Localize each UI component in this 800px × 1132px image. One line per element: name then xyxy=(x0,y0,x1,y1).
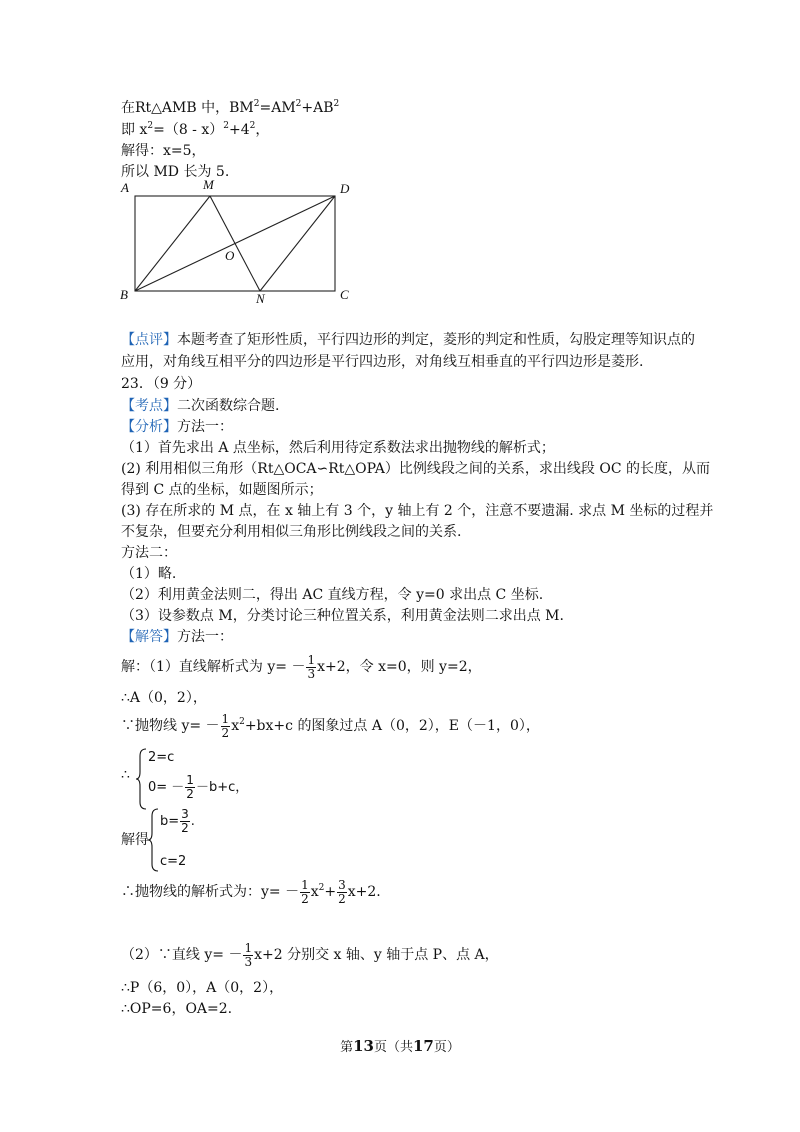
text-line: （3）设参数点 M，分类讨论三种位置关系，利用黄金法则二求出点 M. xyxy=(121,608,564,624)
jieda-tag: 【解答】 xyxy=(121,629,177,645)
equation-2: 0= － $\frac{1}{2}$ －b+c， xyxy=(148,773,249,801)
left-brace xyxy=(136,748,148,810)
text-line: 所以 MD 长为 5. xyxy=(121,164,230,180)
diagonal-bd xyxy=(135,196,335,291)
total-pages: 17 xyxy=(413,1037,434,1055)
fenxi-line: 【分析】方法一： xyxy=(121,419,233,435)
fraction: $\frac{1}{3}$ xyxy=(307,652,316,681)
label-c: C xyxy=(340,287,349,302)
fraction: $\frac{1}{3}$ xyxy=(244,940,253,969)
left-brace xyxy=(148,808,160,872)
label-a: A xyxy=(121,180,129,195)
kaodian-line: 【考点】二次函数综合题. xyxy=(121,398,280,414)
text-line: 不复杂，但要充分利用相似三角形比例线段之间的关系. xyxy=(121,524,462,540)
fenxi-tag: 【分析】 xyxy=(121,419,177,435)
question-number: 23．（9 分） xyxy=(121,376,202,392)
label-o: O xyxy=(225,248,235,263)
text-line: 解得 xyxy=(121,832,149,848)
text-line: 即 $x^2=(8 - x)^2+4^2$， xyxy=(121,121,270,138)
label-m: M xyxy=(203,178,214,192)
label-n: N xyxy=(256,291,265,306)
math-line: ∴抛物线的解析式为：y= － $\frac{1}{2}$ $x^2+$ $\frac{3}{2}$ x+2. xyxy=(121,877,381,906)
label-d: D xyxy=(340,181,350,196)
therefore-symbol: ∴ xyxy=(121,767,130,783)
text-line: 在Rt△AMB 中，$BM^2=AM^2+AB^2$ xyxy=(121,99,340,116)
fraction: $\frac{3}{2}$ xyxy=(181,807,189,835)
text-line: ∴A（0，2）， xyxy=(121,690,207,706)
text-line: 解得：x=5， xyxy=(121,143,206,159)
segment-bm xyxy=(135,196,210,291)
label-b: B xyxy=(120,287,128,302)
solution-c: c=2 xyxy=(160,854,187,869)
text-line: (3) 存在所求的 M 点，在 x 轴上有 3 个，y 轴上有 2 个，注意不要遗漏. 求点 M 坐标的过程并 xyxy=(121,503,714,519)
page-footer: 第13页（共17页） xyxy=(340,1037,460,1055)
comment-tag: 【点评】 xyxy=(121,332,177,348)
fraction: $\frac{1}{2}$ xyxy=(301,877,309,906)
text-line: ∴P（6，0），A（0，2）， xyxy=(121,980,284,996)
fraction: $\frac{1}{2}$ xyxy=(221,711,230,740)
text-line: 方法二： xyxy=(121,545,177,561)
kaodian-tag: 【考点】 xyxy=(121,398,177,414)
text-line: 得到 C 点的坐标，如题图所示； xyxy=(121,482,323,498)
fraction: $\frac{3}{2}$ xyxy=(338,877,346,906)
text-line: （1）首先求出 A 点坐标，然后利用待定系数法求出抛物线的解析式； xyxy=(121,440,555,456)
text-line: 应用，对角线互相平分的四边形是平行四边形，对角线互相垂直的平行四边形是菱形. xyxy=(121,354,644,370)
page-number: 13 xyxy=(353,1037,374,1055)
equation-1: 2=c xyxy=(148,750,175,765)
geometry-figure xyxy=(118,178,358,310)
text-line: (2) 利用相似三角形（Rt△OCA∽Rt△OPA）比例线段之间的关系，求出线段 OC 的长度，从而 xyxy=(121,461,710,477)
math-line: （2）∵直线 y= － $\frac{1}{3}$ x+2 分别交 x 轴、y 轴于点 P、点 A， xyxy=(121,940,499,969)
text-line: （1）略. xyxy=(121,566,177,582)
segment-nd xyxy=(260,196,335,291)
math-line: 解：（1）直线解析式为 y= － $\frac{1}{3}$ x+2，令 x=0，则 y=2， xyxy=(121,652,482,681)
math-line: ∵抛物线 y= － $\frac{1}{2}$ $x^2+bx+c$ 的图象过点 A（0，2），E（－1，0）， xyxy=(121,711,540,740)
fraction: $\frac{1}{2}$ xyxy=(186,773,194,801)
text-line: （2）利用黄金法则二，得出 AC 直线方程，令 y=0 求出点 C 坐标. xyxy=(121,587,544,603)
text-line: ∴OP=6，OA=2. xyxy=(121,1001,233,1017)
jieda-line: 【解答】方法一： xyxy=(121,629,233,645)
comment-line: 【点评】本题考查了矩形性质，平行四边形的判定，菱形的判定和性质，勾股定理等知识点的 xyxy=(121,332,695,348)
solution-b: b= $\frac{3}{2}$ . xyxy=(160,807,195,835)
